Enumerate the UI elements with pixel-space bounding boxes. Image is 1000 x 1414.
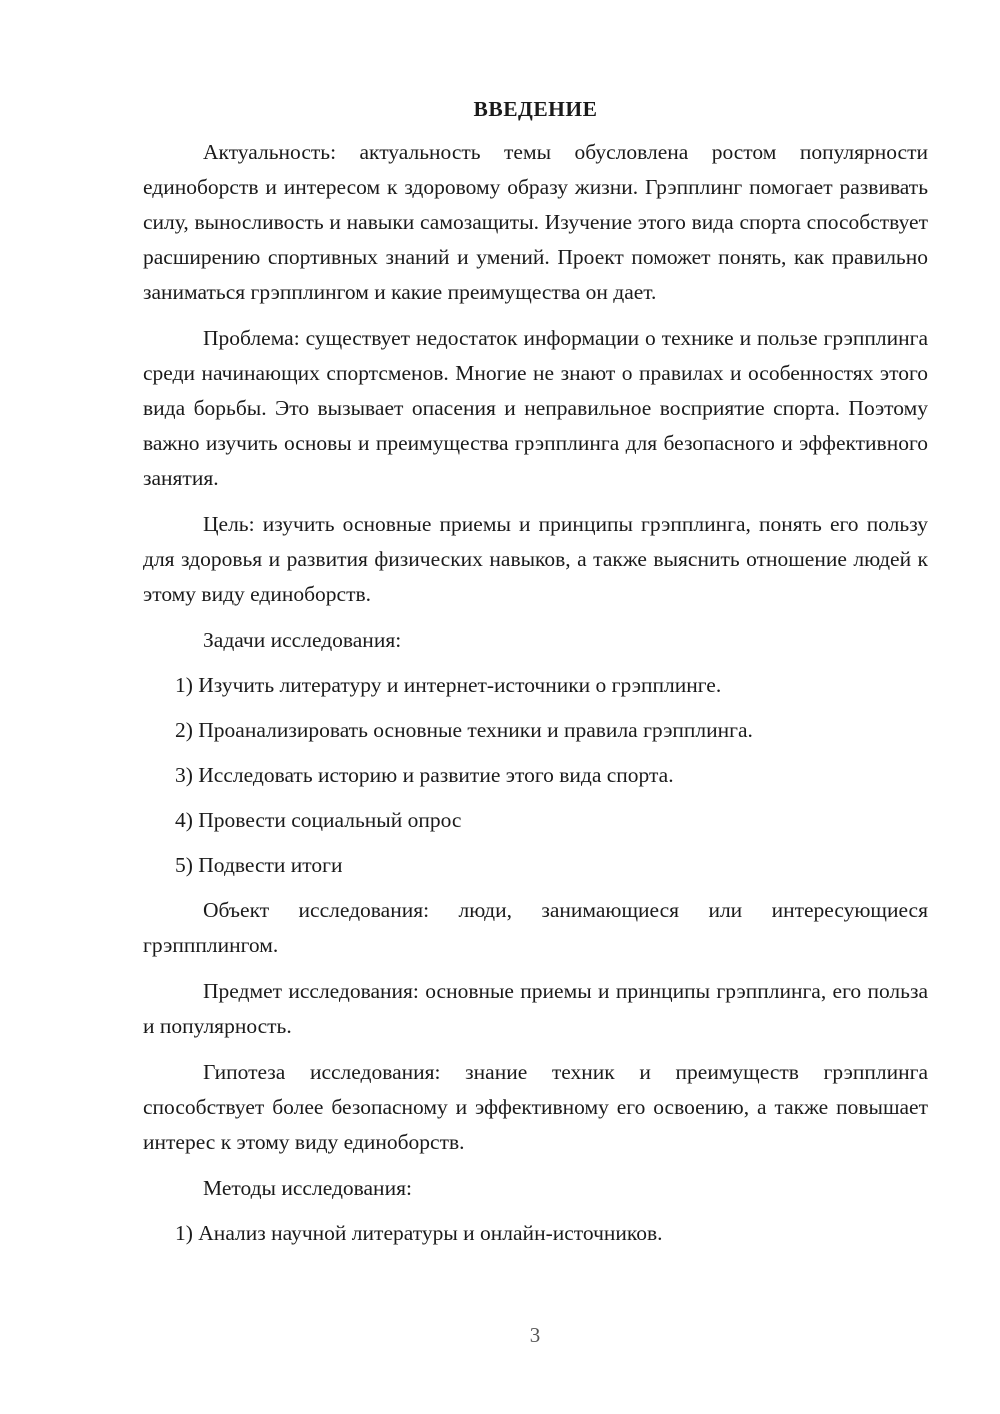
goal-paragraph: Цель: изучить основные приемы и принципы грэпплинга, понять его пользу для здоровья и развития физических навыков, а также выяснить отношение людей к этому виду единоборств. [143, 512, 928, 606]
tasks-heading: Задачи исследования: [203, 628, 402, 652]
task-item: 3) Исследовать историю и развитие этого вида спорта. [175, 763, 674, 787]
task-item: 2) Проанализировать основные техники и правила грэпплинга. [175, 718, 753, 742]
methods-heading: Методы исследования: [203, 1176, 412, 1200]
problem-paragraph: Проблема: существует недостаток информации о технике и пользе грэпплинга среди начинающих спортсменов. Многие не знают о правилах и особенностях этого вида борьбы. Это вызывает опасения и неправильное восприятие спорта. Поэтому важно изучить основы и преимущества грэпплинга для безопасного и эффективного занятия. [143, 326, 928, 490]
page-number: 3 [529, 1323, 541, 1347]
page-title: ВВЕДЕНИЕ [473, 97, 598, 121]
task-item: 5) Подвести итоги [175, 853, 343, 877]
hypothesis-paragraph: Гипотеза исследования: знание техник и преимуществ грэпплинга способствует более безопасному и эффективному его освоению, а также повышает интерес к этому виду единоборств. [143, 1060, 928, 1154]
task-item: 1) Изучить литературу и интернет-источники о грэпплинге. [175, 673, 722, 697]
task-item: 4) Провести социальный опрос [175, 808, 462, 832]
subject-paragraph: Предмет исследования: основные приемы и принципы грэпплинга, его польза и популярность. [143, 979, 928, 1038]
object-paragraph: Объект исследования: люди, занимающиеся или интересующиеся грэппплингом. [143, 898, 928, 957]
relevance-paragraph: Актуальность: актуальность темы обусловлена ростом популярности единоборств и интересом к здоровому образу жизни. Грэпплинг помогает развивать силу, выносливость и навыки самозащиты. Изучение этого вида спорта способствует расширению спортивных знаний и умений. Проект поможет понять, как правильно заниматься грэпплингом и какие преимущества он дает. [143, 140, 928, 304]
document-page [143, 92, 928, 1261]
method-item: 1) Анализ научной литературы и онлайн-источников. [175, 1221, 663, 1245]
